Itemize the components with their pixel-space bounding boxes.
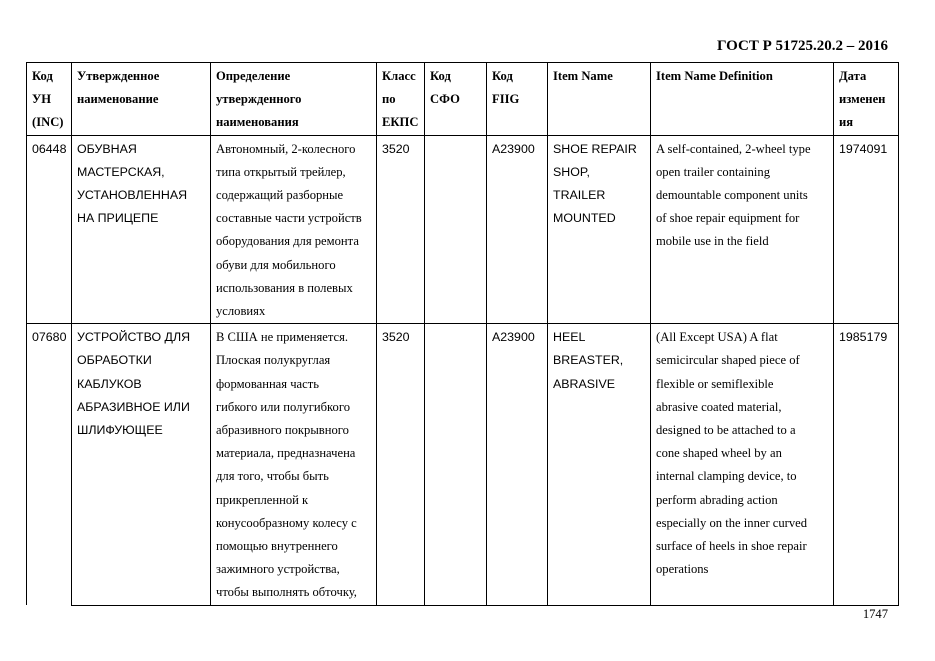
column-header-approved-name: Утвержденное наименование: [72, 63, 211, 136]
cell-item-definition: (All Except USA) A flat semicircular shaped piece of flexible or semiflexible abrasive coated material, designed to be attached to a cone shaped wheel by an internal clamping device, to perform abrading action especially on the inner curved surface of heels in shoe repair operations: [651, 324, 834, 605]
table-header-row: [27, 63, 899, 136]
column-header-sfo: Код СФО: [425, 63, 487, 136]
cell-change-date: 1985179: [834, 324, 899, 605]
cell-sfo: [425, 135, 487, 324]
cell-approved-name: ОБУВНАЯ МАСТЕРСКАЯ, УСТАНОВЛЕННАЯ НА ПРИЦЕПЕ: [72, 135, 211, 324]
item-name-registry-table: [26, 62, 899, 606]
cell-item-name: SHOE REPAIR SHOP, TRAILER MOUNTED: [548, 135, 651, 324]
cell-class: 3520: [377, 135, 425, 324]
cell-fiig: A23900: [487, 324, 548, 605]
cell-approved-name: УСТРОЙСТВО ДЛЯ ОБРАБОТКИ КАБЛУКОВ АБРАЗИВНОЕ ИЛИ ШЛИФУЮЩЕЕ: [72, 324, 211, 605]
cell-class: 3520: [377, 324, 425, 605]
column-header-class: Класс по ЕКПС: [377, 63, 425, 136]
column-header-definition: Определение утвержденного наименования: [211, 63, 377, 136]
column-header-item-definition: Item Name Definition: [651, 63, 834, 136]
cell-definition: В США не применяется. Плоская полукруглая формованная часть гибкого или полугибкого абразивного покрывного материала, предназначена для того, чтобы быть прикрепленной к конусообразному колесу с помощью внутреннего зажимного устройства, чтобы выполнять обточку,: [211, 324, 377, 605]
cell-fiig: A23900: [487, 135, 548, 324]
column-header-inc: Код УН (INC): [27, 63, 72, 136]
page-number: 1747: [862, 607, 888, 621]
cell-inc: 06448: [27, 135, 72, 324]
cell-sfo: [425, 324, 487, 605]
cell-change-date: 1974091: [834, 135, 899, 324]
table-row: [27, 135, 899, 324]
cell-definition: Автономный, 2-колесного типа открытый трейлер, содержащий разборные составные части устройств оборудования для ремонта обуви для мобильного использования в полевых условиях: [211, 135, 377, 324]
table-row: [27, 324, 899, 605]
column-header-fiig: Код FIIG: [487, 63, 548, 136]
cell-item-definition: A self-contained, 2-wheel type open trailer containing demountable component units of shoe repair equipment for mobile use in the field: [651, 135, 834, 324]
cell-inc: 07680: [27, 324, 72, 605]
column-header-item-name: Item Name: [548, 63, 651, 136]
cell-item-name: HEEL BREASTER, ABRASIVE: [548, 324, 651, 605]
document-standard-title: ГОСТ Р 51725.20.2 – 2016: [716, 38, 888, 54]
column-header-change-date: Дата изменен ия: [834, 63, 899, 136]
